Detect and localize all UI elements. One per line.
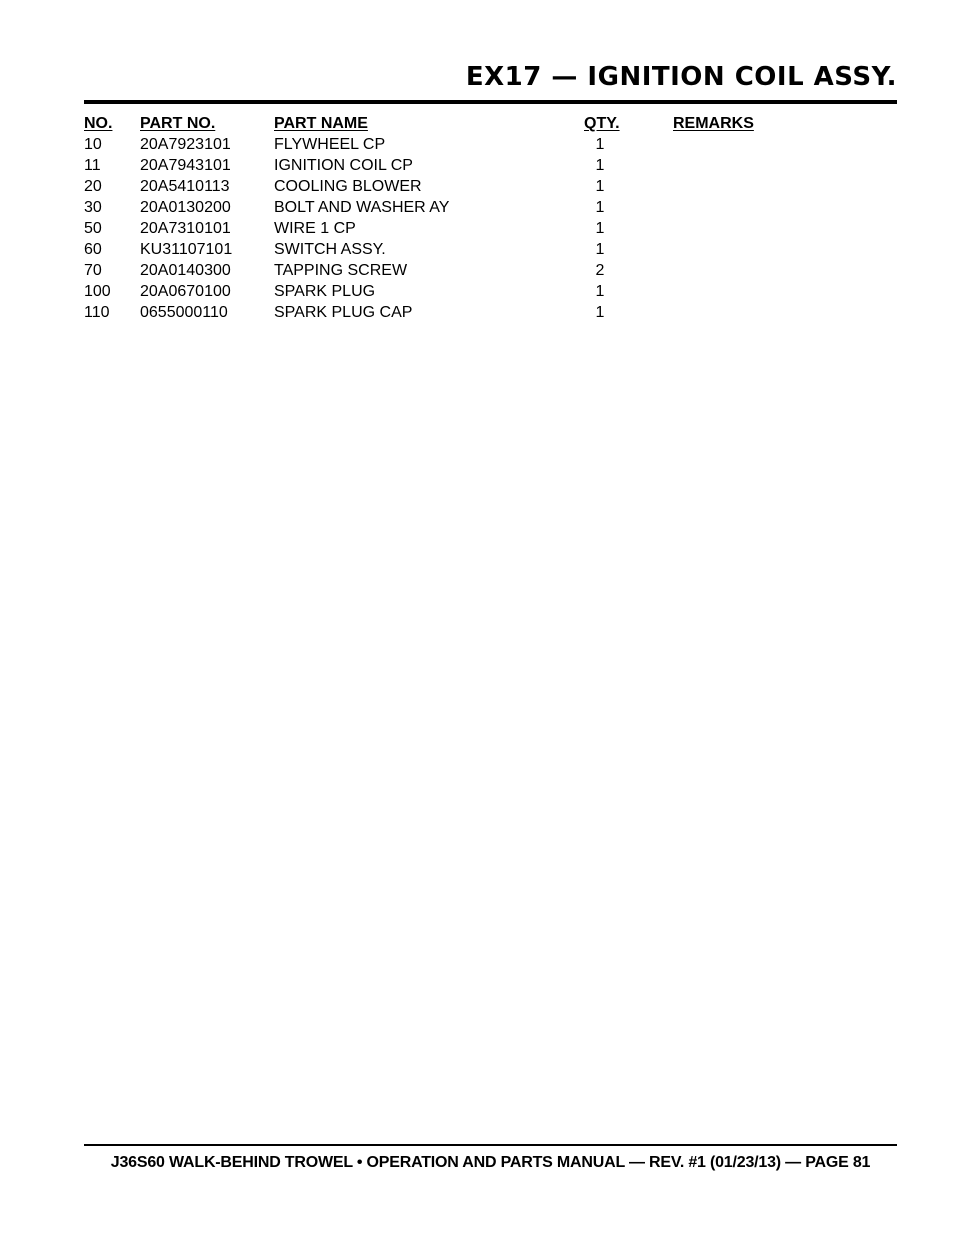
cell-part-name: SPARK PLUG CAP bbox=[274, 304, 413, 321]
header-qty: QTY. bbox=[584, 115, 620, 132]
cell-part-no: 20A0130200 bbox=[140, 199, 231, 216]
cell-part-name: TAPPING SCREW bbox=[274, 262, 408, 279]
cell-no: 50 bbox=[84, 220, 102, 237]
table-row bbox=[84, 239, 897, 260]
cell-no: 30 bbox=[84, 199, 102, 216]
cell-no: 70 bbox=[84, 262, 102, 279]
footer-divider bbox=[84, 1144, 897, 1146]
cell-part-no: 20A7310101 bbox=[140, 220, 231, 237]
cell-part-name: WIRE 1 CP bbox=[274, 220, 356, 237]
cell-qty: 1 bbox=[595, 178, 605, 195]
table-row bbox=[84, 155, 897, 176]
header-part-name: PART NAME bbox=[274, 115, 368, 132]
table-row bbox=[84, 197, 897, 218]
cell-part-name: IGNITION COIL CP bbox=[274, 157, 413, 174]
cell-part-no: 20A0140300 bbox=[140, 262, 231, 279]
cell-part-name: COOLING BLOWER bbox=[274, 178, 422, 195]
cell-qty: 1 bbox=[595, 220, 605, 237]
page-title: EX17 — IGNITION COIL ASSY. bbox=[465, 62, 897, 92]
cell-no: 110 bbox=[84, 304, 110, 321]
cell-part-no: 20A0670100 bbox=[140, 283, 231, 300]
cell-qty: 1 bbox=[595, 136, 605, 153]
cell-part-no: 20A7943101 bbox=[140, 157, 231, 174]
table-row bbox=[84, 281, 897, 302]
cell-no: 11 bbox=[84, 157, 101, 174]
cell-qty: 2 bbox=[595, 262, 605, 279]
cell-part-name: BOLT AND WASHER AY bbox=[274, 199, 450, 216]
cell-part-name: SWITCH ASSY. bbox=[274, 241, 386, 258]
cell-no: 10 bbox=[84, 136, 102, 153]
table-row bbox=[84, 260, 897, 281]
table-row bbox=[84, 134, 897, 155]
header-part-no: PART NO. bbox=[140, 115, 216, 132]
table-header-row bbox=[84, 113, 897, 134]
cell-part-name: FLYWHEEL CP bbox=[274, 136, 386, 153]
table-row bbox=[84, 302, 897, 323]
table-row bbox=[84, 176, 897, 197]
parts-list-table bbox=[84, 113, 897, 323]
cell-part-no: 20A7923101 bbox=[140, 136, 231, 153]
table-row bbox=[84, 218, 897, 239]
cell-no: 60 bbox=[84, 241, 102, 258]
header-no: NO. bbox=[84, 115, 113, 132]
cell-qty: 1 bbox=[595, 199, 605, 216]
cell-part-name: SPARK PLUG bbox=[274, 283, 376, 300]
cell-qty: 1 bbox=[595, 304, 605, 321]
cell-part-no: 0655000110 bbox=[140, 304, 228, 321]
cell-qty: 1 bbox=[595, 283, 605, 300]
cell-no: 100 bbox=[84, 283, 111, 300]
cell-no: 20 bbox=[84, 178, 102, 195]
cell-part-no: 20A5410113 bbox=[140, 178, 230, 195]
cell-qty: 1 bbox=[595, 157, 605, 174]
cell-part-no: KU31107101 bbox=[140, 241, 233, 258]
title-divider bbox=[84, 100, 897, 104]
cell-qty: 1 bbox=[595, 241, 605, 258]
header-remarks: REMARKS bbox=[673, 115, 754, 132]
page-footer: J36S60 WALK-BEHIND TROWEL • OPERATION AND PARTS MANUAL — REV. #1 (01/23/13) — PAGE 81 bbox=[110, 1154, 871, 1171]
